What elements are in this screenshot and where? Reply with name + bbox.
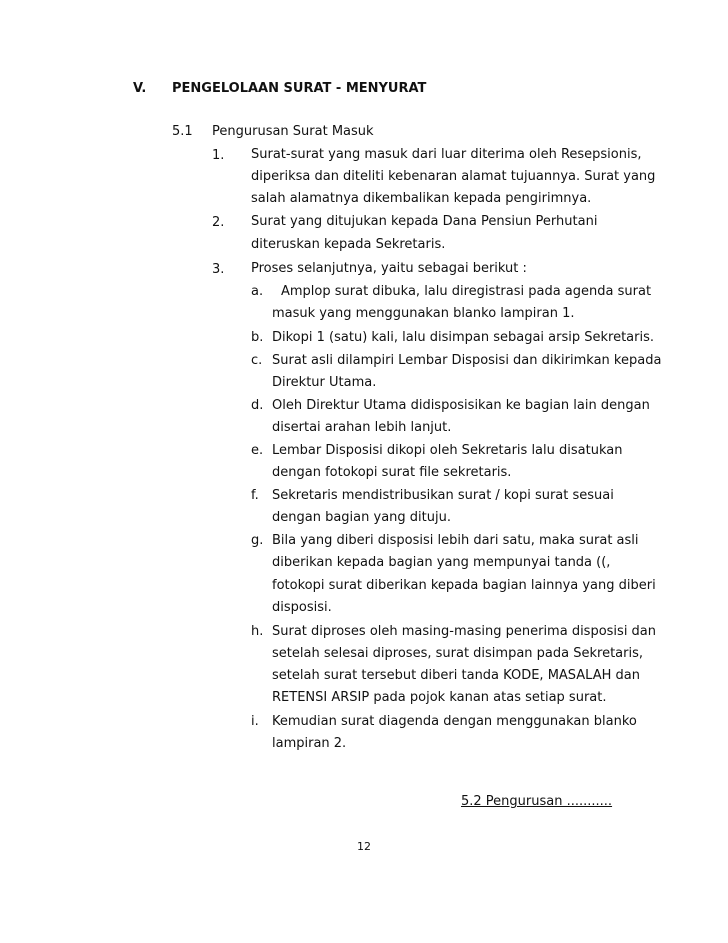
item-text-line: diperiksa dan diteliti kebenaran alamat tujuannya. Surat yang: [251, 169, 656, 184]
item-text-line: Surat-surat yang masuk dari luar diterima oleh Resepsionis,: [251, 147, 642, 162]
subitem-text-line: masuk yang menggunakan blanko lampiran 1.: [272, 306, 575, 321]
subitem-text-line: dengan bagian yang dituju.: [272, 510, 451, 525]
subitem-text-line: disposisi.: [272, 600, 332, 615]
item-number: 3.: [212, 262, 225, 277]
subitem-text-line: Dikopi 1 (satu) kali, lalu disimpan sebagai arsip Sekretaris.: [272, 330, 655, 345]
item-text-line: salah alamatnya dikembalikan kepada pengirimnya.: [251, 191, 592, 206]
subitem-text-line: Bila yang diberi disposisi lebih dari satu, maka surat asli: [272, 533, 639, 548]
subitem-letter: d.: [251, 398, 264, 413]
subitem-text-line: Surat asli dilampiri Lembar Disposisi dan dikirimkan kepada: [272, 353, 662, 368]
section-title: Pengurusan Surat Masuk: [212, 124, 374, 139]
subitem-letter: b.: [251, 330, 264, 345]
chapter-number: V.: [133, 81, 147, 96]
page-number: 12: [357, 840, 371, 853]
subitem-letter: a.: [251, 284, 264, 299]
item-text-line: diteruskan kepada Sekretaris.: [251, 237, 446, 252]
subitem-text-line: dengan fotokopi surat file sekretaris.: [272, 465, 512, 480]
subitem-letter: f.: [251, 488, 259, 503]
subitem-letter: i.: [251, 714, 259, 729]
subitem-text-line: lampiran 2.: [272, 736, 347, 751]
subitem-letter: h.: [251, 624, 264, 639]
subitem-letter: c.: [251, 353, 263, 368]
item-number: 2.: [212, 215, 225, 230]
subitem-text-line: Sekretaris mendistribusikan surat / kopi surat sesuai: [272, 488, 614, 503]
subitem-text-line: RETENSI ARSIP pada pojok kanan atas setiap surat.: [272, 690, 607, 705]
subitem-text-line: setelah surat tersebut diberi tanda KODE, MASALAH dan: [272, 668, 640, 683]
chapter-title: PENGELOLAAN SURAT - MENYURAT: [172, 81, 427, 96]
item-number: 1.: [212, 148, 225, 163]
subitem-letter: e.: [251, 443, 264, 458]
continuation-text: 5.2 Pengurusan ...........: [461, 794, 613, 809]
subitem-letter: g.: [251, 533, 264, 548]
subitem-text-line: Amplop surat dibuka, lalu diregistrasi pada agenda surat: [281, 284, 652, 299]
subitem-text-line: Lembar Disposisi dikopi oleh Sekretaris lalu disatukan: [272, 443, 623, 458]
subitem-text-line: fotokopi surat diberikan kepada bagian lainnya yang diberi: [272, 578, 656, 593]
item-text-line: Proses selanjutnya, yaitu sebagai berikut :: [251, 261, 527, 276]
subitem-text-line: Oleh Direktur Utama didisposisikan ke bagian lain dengan: [272, 398, 650, 413]
subitem-text-line: disertai arahan lebih lanjut.: [272, 420, 452, 435]
section-number: 5.1: [172, 124, 193, 139]
subitem-text-line: Kemudian surat diagenda dengan menggunakan blanko: [272, 714, 637, 729]
item-text-line: Surat yang ditujukan kepada Dana Pensiun Perhutani: [251, 214, 598, 229]
subitem-text-line: Direktur Utama.: [272, 375, 377, 390]
subitem-text-line: diberikan kepada bagian yang mempunyai tanda ((,: [272, 555, 611, 570]
subitem-text-line: Surat diproses oleh masing-masing penerima disposisi dan: [272, 624, 657, 639]
subitem-text-line: setelah selesai diproses, surat disimpan pada Sekretaris,: [272, 646, 644, 661]
